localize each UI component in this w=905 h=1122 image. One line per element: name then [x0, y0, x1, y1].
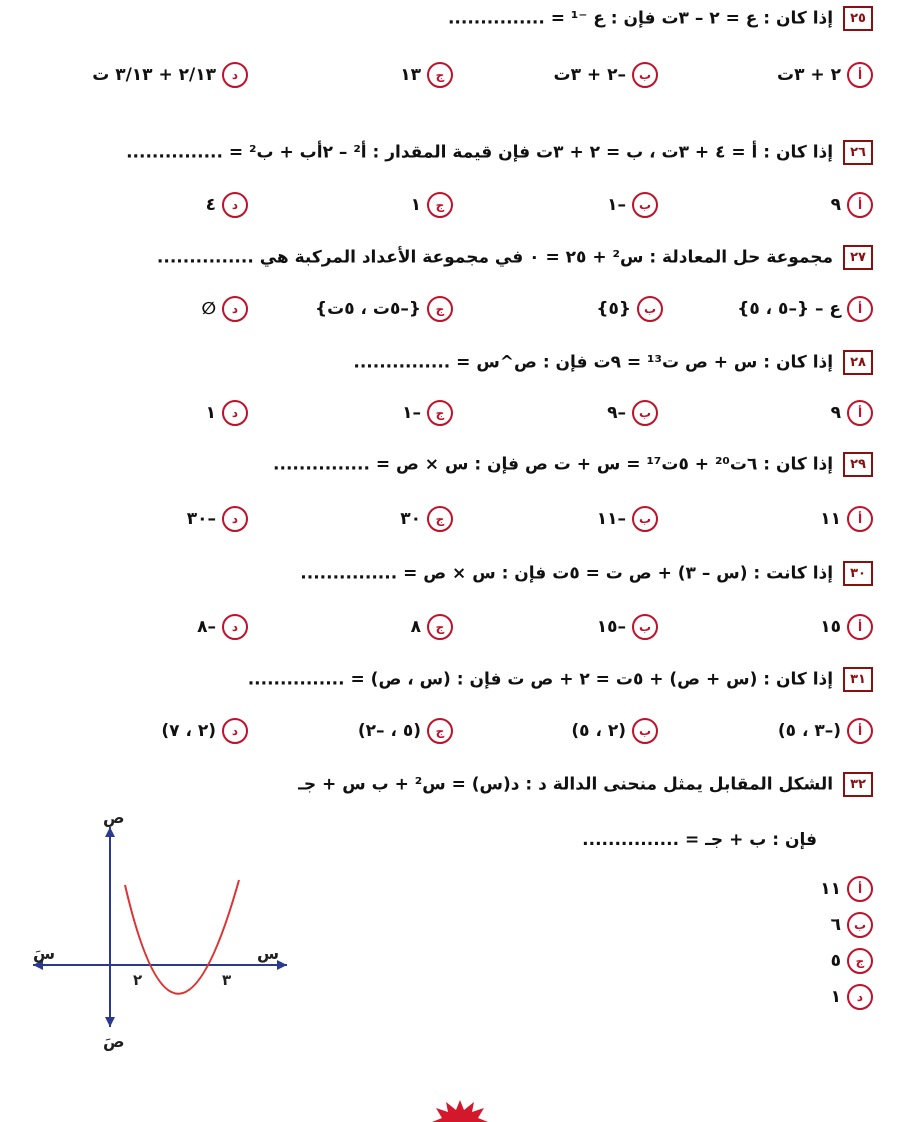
option-letter: د [222, 400, 248, 426]
root-label-right: ٣ [222, 971, 232, 989]
option-letter: ج [427, 506, 453, 532]
option-letter: أ [847, 400, 873, 426]
option-value: ∅ [201, 299, 216, 319]
option-a[interactable] [778, 718, 873, 744]
option-d[interactable] [201, 296, 248, 322]
option-d[interactable] [187, 506, 248, 532]
option-letter: أ [847, 192, 873, 218]
option-letter: ج [427, 296, 453, 322]
option-letter: ج [427, 400, 453, 426]
option-value: ٢ + ٣ت [777, 65, 841, 85]
option-letter: د [222, 296, 248, 322]
options-column [820, 876, 873, 1020]
option-d[interactable] [820, 984, 873, 1020]
question-stem [20, 667, 873, 692]
option-value: (٥ ، –٢) [357, 721, 421, 741]
y-axis-arrow-up [105, 827, 115, 837]
option-letter: ب [632, 614, 658, 640]
option-a[interactable] [831, 400, 873, 426]
option-value: ع – {–٥ ، ٥} [737, 299, 841, 319]
y-axis-arrow-down [105, 1017, 115, 1027]
option-d[interactable] [92, 62, 248, 88]
option-value: ١ [410, 195, 421, 215]
option-value: –١٥ [596, 617, 626, 637]
option-value: –١ [402, 403, 421, 423]
question-stem [20, 350, 873, 375]
option-value: ١٥ [820, 617, 841, 637]
question-text: مجموعة حل المعادلة : س² + ٢٥ = ٠ في مجموعة الأعداد المركبة هي ............... [156, 247, 834, 268]
question-stem [20, 6, 873, 31]
option-a[interactable] [820, 876, 873, 912]
option-a[interactable] [820, 614, 873, 640]
y-label-bottom: صَ [103, 1032, 125, 1051]
option-c[interactable] [400, 506, 453, 532]
option-d[interactable] [206, 400, 248, 426]
option-letter: د [847, 984, 873, 1010]
option-letter: أ [847, 718, 873, 744]
option-value: –٨ [197, 617, 216, 637]
option-letter: د [222, 718, 248, 744]
question-number: ٣٠ [843, 561, 873, 586]
option-b[interactable] [571, 718, 658, 744]
option-b[interactable] [597, 506, 658, 532]
options-row [40, 506, 873, 538]
options-row [40, 62, 873, 94]
option-letter: أ [847, 296, 873, 322]
options-row [40, 400, 873, 432]
option-d[interactable] [161, 718, 248, 744]
question-number: ٣١ [843, 667, 873, 692]
question-text: الشكل المقابل يمثل منحنى الدالة د : د(س) = س² + ب س + جـ [298, 774, 834, 795]
option-value: {–٥ت ، ٥ت} [315, 299, 421, 319]
option-b[interactable] [596, 296, 663, 322]
option-value: (–٣ ، ٥) [777, 721, 841, 741]
option-c[interactable] [402, 400, 453, 426]
question-text: إذا كان : (س + ص) + ٥ت = ٢ + ص ت فإن : (س ، ص) = ............... [247, 669, 834, 690]
question-stem [20, 452, 873, 477]
question-number: ٢٩ [843, 452, 873, 477]
option-value: ١ [205, 403, 216, 423]
option-letter: أ [847, 62, 873, 88]
option-value: (٢ ، ٥) [571, 721, 626, 741]
option-value: ٢/١٣ + ٣/١٣ ت [92, 65, 216, 85]
option-value: (٢ ، ٧) [161, 721, 216, 741]
fill-in-prompt: فإن : ب + جـ = ............... [582, 830, 817, 850]
question-number: ٢٧ [843, 245, 873, 270]
option-letter: ب [632, 718, 658, 744]
option-letter: أ [847, 506, 873, 532]
option-d[interactable] [206, 192, 248, 218]
option-value: –٣٠ [186, 509, 216, 529]
option-d[interactable] [197, 614, 248, 640]
question-stem [20, 140, 873, 165]
question-text: إذا كان : س + ص ت¹³ = ٩ت فإن : ص^س = ............... [353, 352, 834, 373]
option-letter: د [222, 62, 248, 88]
option-a[interactable] [820, 506, 873, 532]
option-value: ٤ [205, 195, 216, 215]
option-value: ١ [830, 987, 841, 1007]
option-letter: ب [632, 62, 658, 88]
root-label-left: ٢ [133, 971, 143, 989]
option-c[interactable] [411, 192, 453, 218]
options-row [40, 192, 873, 224]
option-letter: ب [847, 912, 873, 938]
publisher-logo-icon [430, 1098, 490, 1122]
option-letter: ج [847, 948, 873, 974]
option-value: –٩ [607, 403, 626, 423]
option-b[interactable] [607, 400, 658, 426]
option-c[interactable] [358, 718, 453, 744]
option-value: ٣٠ [400, 509, 421, 529]
option-c[interactable] [315, 296, 453, 322]
option-b[interactable] [597, 614, 658, 640]
option-c[interactable] [400, 62, 453, 88]
question-text: إذا كان : ع = ٢ – ٣ت فإن : ع ⁻¹ = ............... [447, 8, 834, 29]
option-value: –٢ + ٣ت [553, 65, 626, 85]
option-letter: ج [427, 614, 453, 640]
option-letter: د [222, 506, 248, 532]
option-letter: ج [427, 62, 453, 88]
option-letter: د [222, 614, 248, 640]
option-letter: ج [427, 718, 453, 744]
option-value: ٨ [410, 617, 421, 637]
question-stem [20, 245, 873, 270]
option-value: ٩ [830, 195, 841, 215]
options-row [40, 614, 873, 646]
option-value: ٩ [830, 403, 841, 423]
question-number: ٢٥ [843, 6, 873, 31]
option-value: ١١ [820, 509, 841, 529]
option-value: –١١ [596, 509, 626, 529]
options-row [40, 718, 873, 750]
option-letter: أ [847, 614, 873, 640]
question-text: إذا كانت : (س – ٣) + ص ت = ٥ت فإن : س × ص = ............... [300, 563, 834, 584]
option-letter: ب [637, 296, 663, 322]
question-number: ٢٨ [843, 350, 873, 375]
option-a[interactable] [737, 296, 873, 322]
option-value: ١١ [820, 879, 841, 899]
question-number: ٣٢ [843, 772, 873, 797]
option-a[interactable] [777, 62, 873, 88]
x-label-left: سَ [33, 944, 56, 963]
options-row [40, 296, 873, 328]
option-a[interactable] [831, 192, 873, 218]
option-c[interactable] [411, 614, 453, 640]
option-c[interactable] [820, 948, 873, 984]
option-b[interactable] [820, 912, 873, 948]
option-letter: ب [632, 506, 658, 532]
option-letter: ب [632, 400, 658, 426]
option-value: –١ [607, 195, 626, 215]
question-text: إذا كان : ٦ت²⁰ + ٥ت¹⁷ = س + ت ص فإن : س × ص = ............... [273, 454, 834, 475]
option-b[interactable] [554, 62, 658, 88]
option-value: {٥} [596, 299, 631, 319]
question-text: إذا كان : أ = ٤ + ٣ت ، ب = ٢ + ٣ت فإن قيمة المقدار : أ² – ٢أب + ب² = ............... [126, 142, 834, 163]
option-b[interactable] [607, 192, 658, 218]
question-number: ٢٦ [843, 140, 873, 165]
option-value: ٥ [830, 951, 841, 971]
option-letter: أ [847, 876, 873, 902]
y-label-top: ص [103, 808, 125, 827]
option-letter: ب [632, 192, 658, 218]
x-label-right: س [257, 944, 280, 963]
parabola-graph [25, 805, 295, 1055]
question-stem [20, 561, 873, 586]
option-value: ١٣ [400, 65, 421, 85]
option-letter: ج [427, 192, 453, 218]
question-stem [20, 772, 873, 797]
option-letter: د [222, 192, 248, 218]
option-value: ٦ [830, 915, 841, 935]
